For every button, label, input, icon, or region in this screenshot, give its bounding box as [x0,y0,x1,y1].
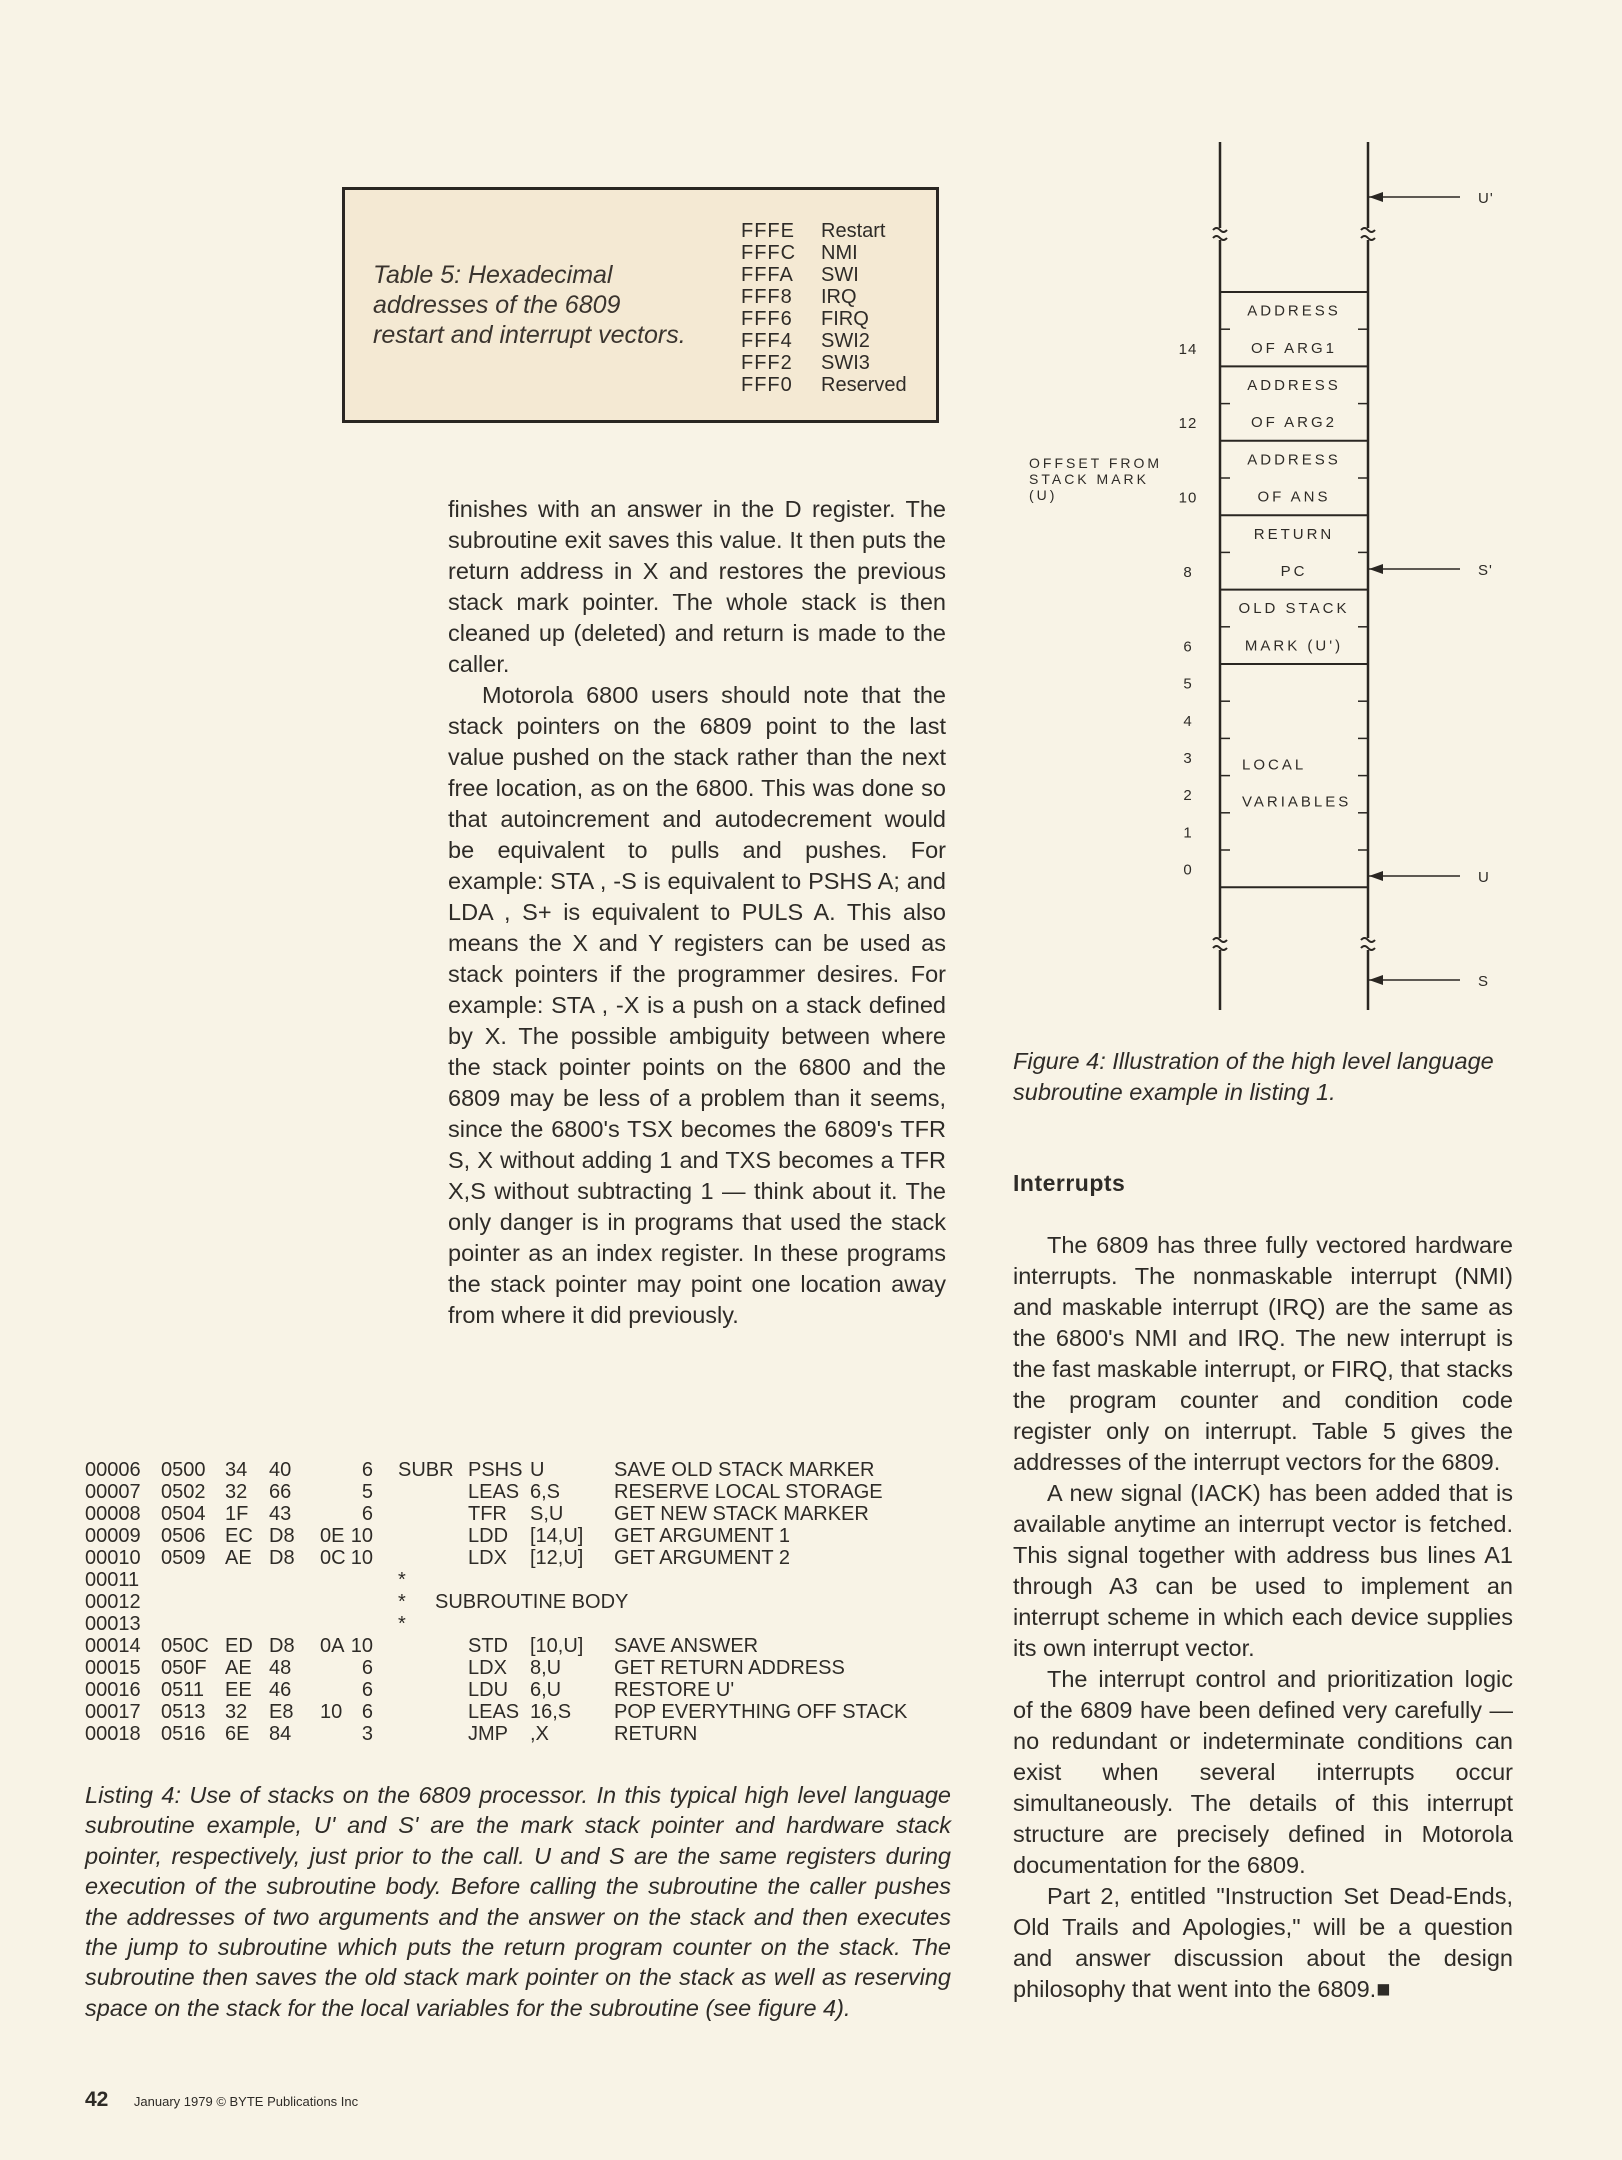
offset-label: 3 [1183,750,1193,767]
offset-label: 5 [1183,675,1193,693]
code-opd: [14,U] [530,1525,584,1547]
paragraph: Part 2, entitled "Instruction Set Dead-Ends, Old Trails and Apologies," will be a question and answer discussion about the design philosophy that went into the 6809.■ [1013,1883,1513,2002]
stack-cell-label: OF ARG2 [1250,414,1338,432]
paragraph: The 6809 has three fully vectored hardware interrupts. The nonmaskable interrupt (NMI) and maskable interrupt (IRQ) are the same as the 6800's NMI and IRQ. The new interrupt is the fast maskable interrupt, or FIRQ, that stacks the program counter and condition code register only on interrupt. Table 5 gives the addresses of the interrupt vectors for the 6809. [1013,1232,1513,1475]
code-opd: 16,S [530,1701,572,1723]
figure-4-caption: Figure 4: Illustration of the high level language subroutine example in listing 1. [1013,1048,1494,1105]
code-line: 00016 [85,1679,141,1701]
vector-address: FFFA [741,264,794,286]
code-com: SAVE OLD STACK MARKER [614,1459,875,1481]
offset-label: 10 [1178,489,1198,507]
code-op1: 32 [225,1701,248,1723]
code-line: 00008 [85,1503,141,1525]
code-cyc: 10 [350,1525,373,1547]
code-line [85,1591,955,1613]
code-line [85,1657,955,1679]
code-com: GET RETURN ADDRESS [614,1657,845,1679]
publication-line: January 1979 © BYTE Publications Inc [133,2094,359,2109]
vector-address: FFFE [741,220,795,242]
vector-name: Reserved [821,374,907,396]
code-addr: 0502 [161,1481,206,1503]
right-column-text [1013,1230,1513,2005]
code-cyc: 6 [361,1503,373,1525]
code-op2: D8 [269,1635,295,1657]
code-cyc: 6 [361,1701,373,1723]
code-label: SUBR [398,1459,454,1481]
code-line: 00014 [85,1635,141,1657]
stack-cell-label: OF ANS [1257,488,1331,506]
code-op3: 0A [320,1635,345,1657]
code-op1: 1F [225,1503,249,1525]
code-cyc: 6 [361,1459,373,1481]
code-op2: D8 [269,1525,295,1547]
arrowhead-icon [1369,564,1383,574]
code-op2: 40 [269,1459,292,1481]
stack-cell-label: ADDRESS [1247,377,1341,394]
code-op2: D8 [269,1547,295,1569]
code-line: 00007 [85,1481,141,1503]
code-op3: 0E [320,1525,345,1547]
stack-cell-label: OLD STACK [1238,600,1350,618]
code-line: 00012 [85,1591,141,1613]
offset-label: 8 [1183,564,1193,581]
code-mnem: LEAS [468,1701,520,1723]
offset-label: 1 [1183,824,1193,842]
code-com: GET ARGUMENT 1 [614,1525,790,1547]
code-line [85,1503,955,1525]
code-line [85,1701,955,1723]
code-op2: 84 [269,1723,292,1745]
offset-label: 12 [1178,415,1198,433]
code-com: SAVE ANSWER [614,1635,759,1657]
code-com: GET ARGUMENT 2 [614,1547,790,1569]
arrowhead-icon [1369,871,1383,881]
code-line: 00015 [85,1657,141,1679]
code-op1: 6E [225,1723,250,1745]
code-line [85,1569,955,1591]
code-mnem: LDD [468,1525,509,1547]
stack-cell-label: VARIABLES [1242,793,1352,811]
pointer-label: U [1478,869,1490,886]
listing-4-code [85,1459,955,1745]
code-opd: 8,U [530,1657,562,1679]
pointer-label: S [1478,973,1490,990]
vector-name: SWI3 [821,352,870,374]
stack-cell-label: MARK (U') [1244,637,1344,655]
code-cyc: 10 [350,1547,373,1569]
vector-address: FFF2 [741,352,793,374]
code-label: * [398,1569,406,1591]
page-footer [85,2088,358,2112]
vector-name: Restart [821,220,886,242]
code-line [85,1723,955,1745]
code-cyc: 6 [361,1679,373,1701]
table-5-caption: Table 5: Hexadecimal addresses of the 6809 restart and interrupt vectors. [373,261,686,349]
listing-4-caption: Listing 4: Use of stacks on the 6809 processor. In this typical high level language subroutine example, U' and S' are the mark stack pointer and hardware stack pointer, respectively, just prior to the call. U and S are the same registers during execution of the subroutine body. Before calling the subroutine the caller pushes the addresses of two arguments and the answer on the stack and then executes the jump to subroutine which puts the return program counter on the stack. The subroutine then saves the old stack mark pointer on the stack as well as reserving space on the stack for the local variables for the subroutine (see figure 4). [85,1782,951,2021]
vector-address: FFF6 [741,308,793,330]
stack-cell-label: ADDRESS [1247,302,1341,320]
vector-name: NMI [821,242,858,264]
code-cyc: 6 [361,1657,373,1679]
code-mnem: STD [468,1635,508,1657]
code-op1: 34 [225,1459,248,1481]
code-cyc: 5 [361,1481,373,1503]
code-mnem: JMP [468,1723,508,1745]
vector-address: FFFC [741,242,797,264]
offset-label: 6 [1183,638,1193,656]
offset-label: 14 [1178,340,1198,358]
stack-cell-label: PC [1280,563,1308,580]
code-label: * [398,1591,406,1613]
code-addr: 0509 [161,1547,206,1569]
code-line [85,1679,955,1701]
code-com: RESERVE LOCAL STORAGE [614,1481,883,1503]
code-line [85,1635,955,1657]
offset-label: 0 [1183,861,1193,879]
code-body: SUBROUTINE BODY [435,1591,629,1613]
code-op2: 46 [269,1679,292,1701]
offset-axis-label: (U) [1029,487,1058,503]
paragraph: The interrupt control and prioritization logic of the 6809 have been defined very carefully — no redundant or indeterminate conditions can exist when several interrupts occur simultaneously. The details of this interrupt structure are precisely defined in Motorola documentation for the 6809. [1013,1666,1513,1878]
code-op2: 66 [269,1481,292,1503]
code-addr: 0516 [161,1723,206,1745]
section-heading: Interrupts [1013,1170,1126,1196]
code-opd: 6,U [530,1679,562,1701]
code-addr: 0506 [161,1525,206,1547]
code-line: 00017 [85,1701,141,1723]
code-mnem: LDX [468,1657,507,1679]
code-op3: 0C [320,1547,346,1569]
code-op1: 32 [225,1481,248,1503]
stack-cell-label: ADDRESS [1247,451,1341,469]
code-opd: U [530,1459,545,1481]
code-line: 00010 [85,1547,141,1569]
code-line [85,1459,955,1481]
code-op1: AE [225,1547,252,1569]
offset-label: 2 [1183,787,1193,805]
code-op1: ED [225,1635,253,1657]
code-addr: 050C [161,1635,209,1657]
code-mnem: LDX [468,1547,507,1569]
offset-axis-label: STACK MARK [1029,471,1149,487]
code-com: RESTORE U' [614,1679,735,1701]
code-op2: 48 [269,1657,292,1679]
code-op2: 43 [269,1503,292,1525]
vector-name: IRQ [821,286,857,308]
arrowhead-icon [1369,975,1383,985]
code-com: RETURN [614,1723,698,1745]
code-op1: EC [225,1525,253,1547]
arrowhead-icon [1369,192,1383,202]
code-addr: 050F [161,1657,207,1679]
code-op2: E8 [269,1701,294,1723]
vector-name: SWI2 [821,330,870,352]
code-mnem: TFR [468,1503,507,1525]
figure-4-stack-diagram [0,0,1622,1040]
code-line: 00018 [85,1723,141,1745]
code-opd: S,U [530,1503,564,1525]
stack-cell-label: RETURN [1253,525,1335,543]
vector-address: FFF8 [741,286,793,308]
code-label: * [398,1613,406,1635]
code-opd: 6,S [530,1481,561,1503]
code-op1: AE [225,1657,252,1679]
code-mnem: PSHS [468,1459,523,1481]
code-com: GET NEW STACK MARKER [614,1503,869,1525]
code-line [85,1481,955,1503]
vector-address: FFF0 [741,374,793,396]
code-line: 00006 [85,1459,141,1481]
vector-name: SWI [821,264,859,286]
paragraph: Motorola 6800 users should note that the stack pointers on the 6809 point to the last value pushed on the stack rather than the next free location, as on the 6800. This was done so that autoincrement and autodecrement would be equivalent to pulls and pushes. For example: STA , -S is equivalent to PSHS A; and LDA , S+ is equivalent to PULS A. This also means the X and Y registers can be used as stack pointers if the programmer desires. For example: STA , -X is a push on a stack defined by X. The possible ambiguity between where the stack pointer points on the 6800 and the 6809 may be less of a problem than it seems, since the 6800's TSX becomes the 6809's TFR S, X without adding 1 and TXS becomes a TFR X,S without subtracting 1 — think about it. The only danger is in programs that used the stack pointer as an index register. In these programs the stack pointer may point one location away from where it did previously. [448,682,946,1328]
pointer-label: S' [1478,562,1493,579]
code-mnem: LDU [468,1679,509,1701]
code-opd: [12,U] [530,1547,584,1569]
vector-address: FFF4 [741,330,793,352]
code-opd: ,X [530,1723,549,1745]
code-line [85,1613,955,1635]
code-addr: 0513 [161,1701,206,1723]
code-line: 00013 [85,1613,141,1635]
code-addr: 0500 [161,1459,206,1481]
paragraph: finishes with an answer in the D register. The subroutine exit saves this value. It then puts the return address in X and restores the previous stack mark pointer. The whole stack is then cleaned up (deleted) and return is made to the caller. [448,496,946,677]
code-mnem: LEAS [468,1481,520,1503]
code-op1: EE [225,1679,252,1701]
pointer-label: U' [1478,190,1494,207]
code-line [85,1547,955,1569]
stack-cell-label: OF ARG1 [1250,339,1338,357]
code-addr: 0511 [161,1679,205,1701]
code-opd: [10,U] [530,1635,584,1657]
code-com: POP EVERYTHING OFF STACK [614,1701,908,1723]
code-cyc: 3 [361,1723,373,1745]
code-line [85,1525,955,1547]
code-addr: 0504 [161,1503,206,1525]
vector-name: FIRQ [821,308,869,330]
stack-cell-label: LOCAL [1242,756,1307,774]
code-line: 00011 [85,1569,140,1591]
paragraph: A new signal (IACK) has been added that is available anytime an interrupt vector is fetched. This signal together with address bus lines A1 through A3 can be used to implement an interrupt scheme in which each device supplies its own interrupt vector. [1013,1480,1513,1661]
offset-label: 4 [1183,712,1193,730]
offset-axis-label: OFFSET FROM [1029,455,1163,471]
code-cyc: 10 [350,1635,373,1657]
page-number: 42 [85,2088,109,2111]
code-op3: 10 [320,1701,343,1723]
code-line: 00009 [85,1525,141,1547]
